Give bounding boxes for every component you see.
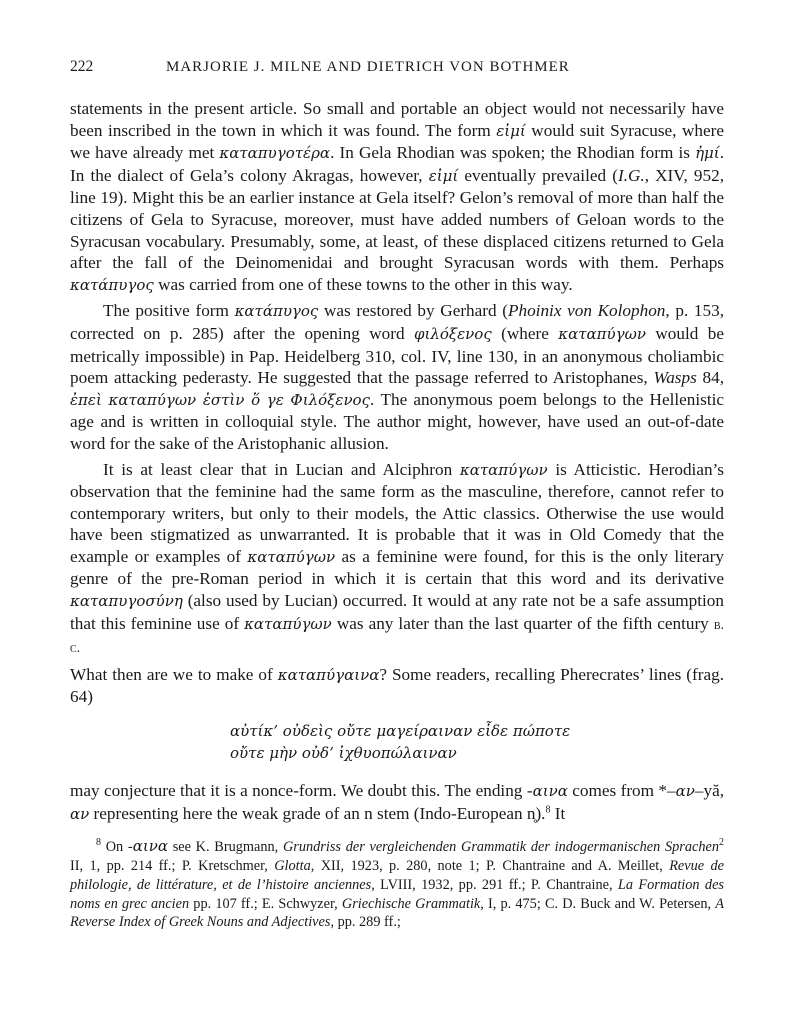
footnote-number: 8 <box>96 837 101 849</box>
text-run: It <box>550 803 566 823</box>
text-run: (also used by Lucian) occurred. It would at any rate not be a safe assumption that this feminine use of <box>70 591 724 633</box>
citation-italic: Griechische Grammatik <box>341 895 481 912</box>
running-title: MARJORIE J. MILNE AND DIETRICH VON BOTHMER <box>166 59 570 75</box>
verse-quotation <box>230 720 724 764</box>
citation-italic: Revue de philologie, de littérature, et de l’histoire anciennes <box>70 858 724 893</box>
greek-word: εἰμί <box>496 121 526 140</box>
greek-word: κατάπυγος <box>70 275 154 294</box>
text-run: . In the dialect of Gela’s colony Akragas, however, <box>70 143 724 185</box>
text-run: , XIV, 952, line 19). Might this be an earlier instance at Gela itself? Gelon’s removal of more than half the citizens of Gela to Syracuse, moreover, must have added numbers of Geloan words to the Syracusan vocabulary. Presumably, some, at least, of these displaced citizens returned to Gela after the fall of the Deinomenidai and brought Syracusan words with them. Perhaps <box>70 165 724 273</box>
greek-word: φιλόξενος <box>413 324 492 343</box>
running-header <box>70 58 724 76</box>
verse-line-1: αὐτίκ’ οὐδεὶς οὔτε μαγείραιναν εἶδε πώποτε <box>230 722 571 741</box>
text-run: is Atticistic. Herodian’s observation that the feminine had the same form as the masculine, therefore, cannot refer to contemporary writers, but only to their models, the Attic classics. Otherwise the use would have been stigmatized as unwarranted. It is probable that it was in Old Comedy that the example or examples of <box>70 459 724 566</box>
paragraph-1 <box>70 98 724 296</box>
text-run: pp. 107 ff.; E. Schwyzer, <box>189 895 342 912</box>
text-run: 84, <box>696 368 725 388</box>
text-run: representing here the weak grade of an n stem (Indo-European n̥). <box>89 803 546 823</box>
greek-word: καταπύγαινα <box>277 665 380 684</box>
text-run: ? Some readers, recalling Pherecrates’ lines (frag. 64) <box>70 664 724 707</box>
greek-word: εἰμί <box>428 166 459 185</box>
greek-word: καταπύγων <box>247 547 336 566</box>
citation-italic: Grundriss der vergleichenden Grammatik der indogermanischen Sprachen <box>282 839 719 856</box>
text-run: , LVIII, 1932, pp. 291 ff.; P. Chantraine, <box>371 876 618 893</box>
text-run: as a feminine were found, for this is the only literary genre of the pre-Roman period in which it is certain that this word and its derivative <box>70 546 724 589</box>
citation-italic: Phoinix von Kolophon <box>507 301 666 321</box>
text-run: , XII, 1923, p. 280, note 1; P. Chantraine and A. Meillet, <box>310 858 670 875</box>
body-text <box>70 98 724 825</box>
text-run: , I, p. 475; C. D. Buck and W. Petersen, <box>480 895 716 912</box>
verse-line-2: οὔτε μὴν οὐδ’ ἰχθυοπώλαιναν <box>230 744 457 763</box>
greek-word: αινα <box>532 782 568 801</box>
page <box>70 58 724 932</box>
edition-superscript: 2 <box>719 837 724 849</box>
greek-word: καταπύγων <box>558 324 646 343</box>
greek-word: αν <box>70 804 90 823</box>
citation-italic: Glotta <box>274 858 311 875</box>
footnote-8 <box>70 837 724 932</box>
text-run: would suit Syracuse, where we have already met <box>70 120 724 163</box>
text-run: II, 1, pp. 214 ff.; P. Kretschmer, <box>70 858 275 875</box>
footnotes <box>70 837 724 932</box>
text-run: It is at least clear that in Lucian and Alciphron <box>103 459 460 479</box>
greek-word: καταπύγων <box>459 460 548 479</box>
era-abbreviation: b. c. <box>70 617 724 657</box>
greek-word: καταπύγων <box>244 614 332 633</box>
greek-quote: ἐπεὶ καταπύγων ἐστὶν ὅ γε Φιλόξενος <box>70 390 370 409</box>
greek-word: καταπυγοσύνη <box>70 592 183 611</box>
text-run: statements in the present article. So small and portable an object would not necessarily have been inscribed in the town in which it was found. The form <box>70 99 724 140</box>
text-run: What then are we to make of <box>70 664 278 684</box>
text-run: . The anonymous poem belongs to the Hellenistic age and is written in colloquial style. The author might, however, have used an out-of-date word for the sake of the Aristophanic allusion. <box>70 389 725 453</box>
text-run: On - <box>101 839 133 856</box>
paragraph-5 <box>70 780 724 825</box>
citation-italic: Wasps <box>653 368 697 388</box>
text-run: eventually prevailed ( <box>458 165 618 185</box>
greek-word: αινα <box>132 837 168 856</box>
footnote-reference[interactable]: 8 <box>545 803 551 815</box>
page-number: 222 <box>70 58 94 75</box>
text-run: see K. Brugmann, <box>167 839 283 856</box>
paragraph-4 <box>70 664 724 708</box>
text-run: would be metrically impossible) in Pap. Heidelberg 310, col. IV, line 130, in an anonymous choliambic poem attacking pederasty. He suggested that the passage referred to Aristophanes, <box>70 323 724 388</box>
greek-word: καταπυγοτέρα <box>219 144 331 163</box>
text-run: , p. 153, corrected on p. 285) after the opening word <box>70 301 725 343</box>
citation-italic: A Reverse Index of Greek Nouns and Adjectives <box>70 895 724 931</box>
greek-word: αν <box>675 782 695 801</box>
text-run: , pp. 289 ff.; <box>330 914 401 931</box>
text-run: The positive form <box>103 301 235 321</box>
text-run: comes from *– <box>567 781 676 801</box>
paragraph-3 <box>70 459 724 660</box>
text-run: was carried from one of these towns to the other in this way. <box>153 274 573 294</box>
greek-word: κατάπυγος <box>234 302 319 321</box>
citation-italic: La Formation des noms en grec ancien <box>70 876 724 912</box>
text-run: . In Gela Rhodian was spoken; the Rhodian form is <box>330 143 696 163</box>
text-run: was any later than the last quarter of the fifth century <box>331 613 714 633</box>
text-run: may conjecture that it is a nonce-form. We doubt this. The ending - <box>70 781 533 801</box>
paragraph-2 <box>70 300 724 454</box>
text-run: –yă, <box>694 781 724 801</box>
greek-word: ἠμί <box>695 144 720 163</box>
text-run: (where <box>491 323 559 343</box>
text-run: was restored by Gerhard ( <box>318 301 508 321</box>
citation-italic: I.G. <box>617 165 645 185</box>
